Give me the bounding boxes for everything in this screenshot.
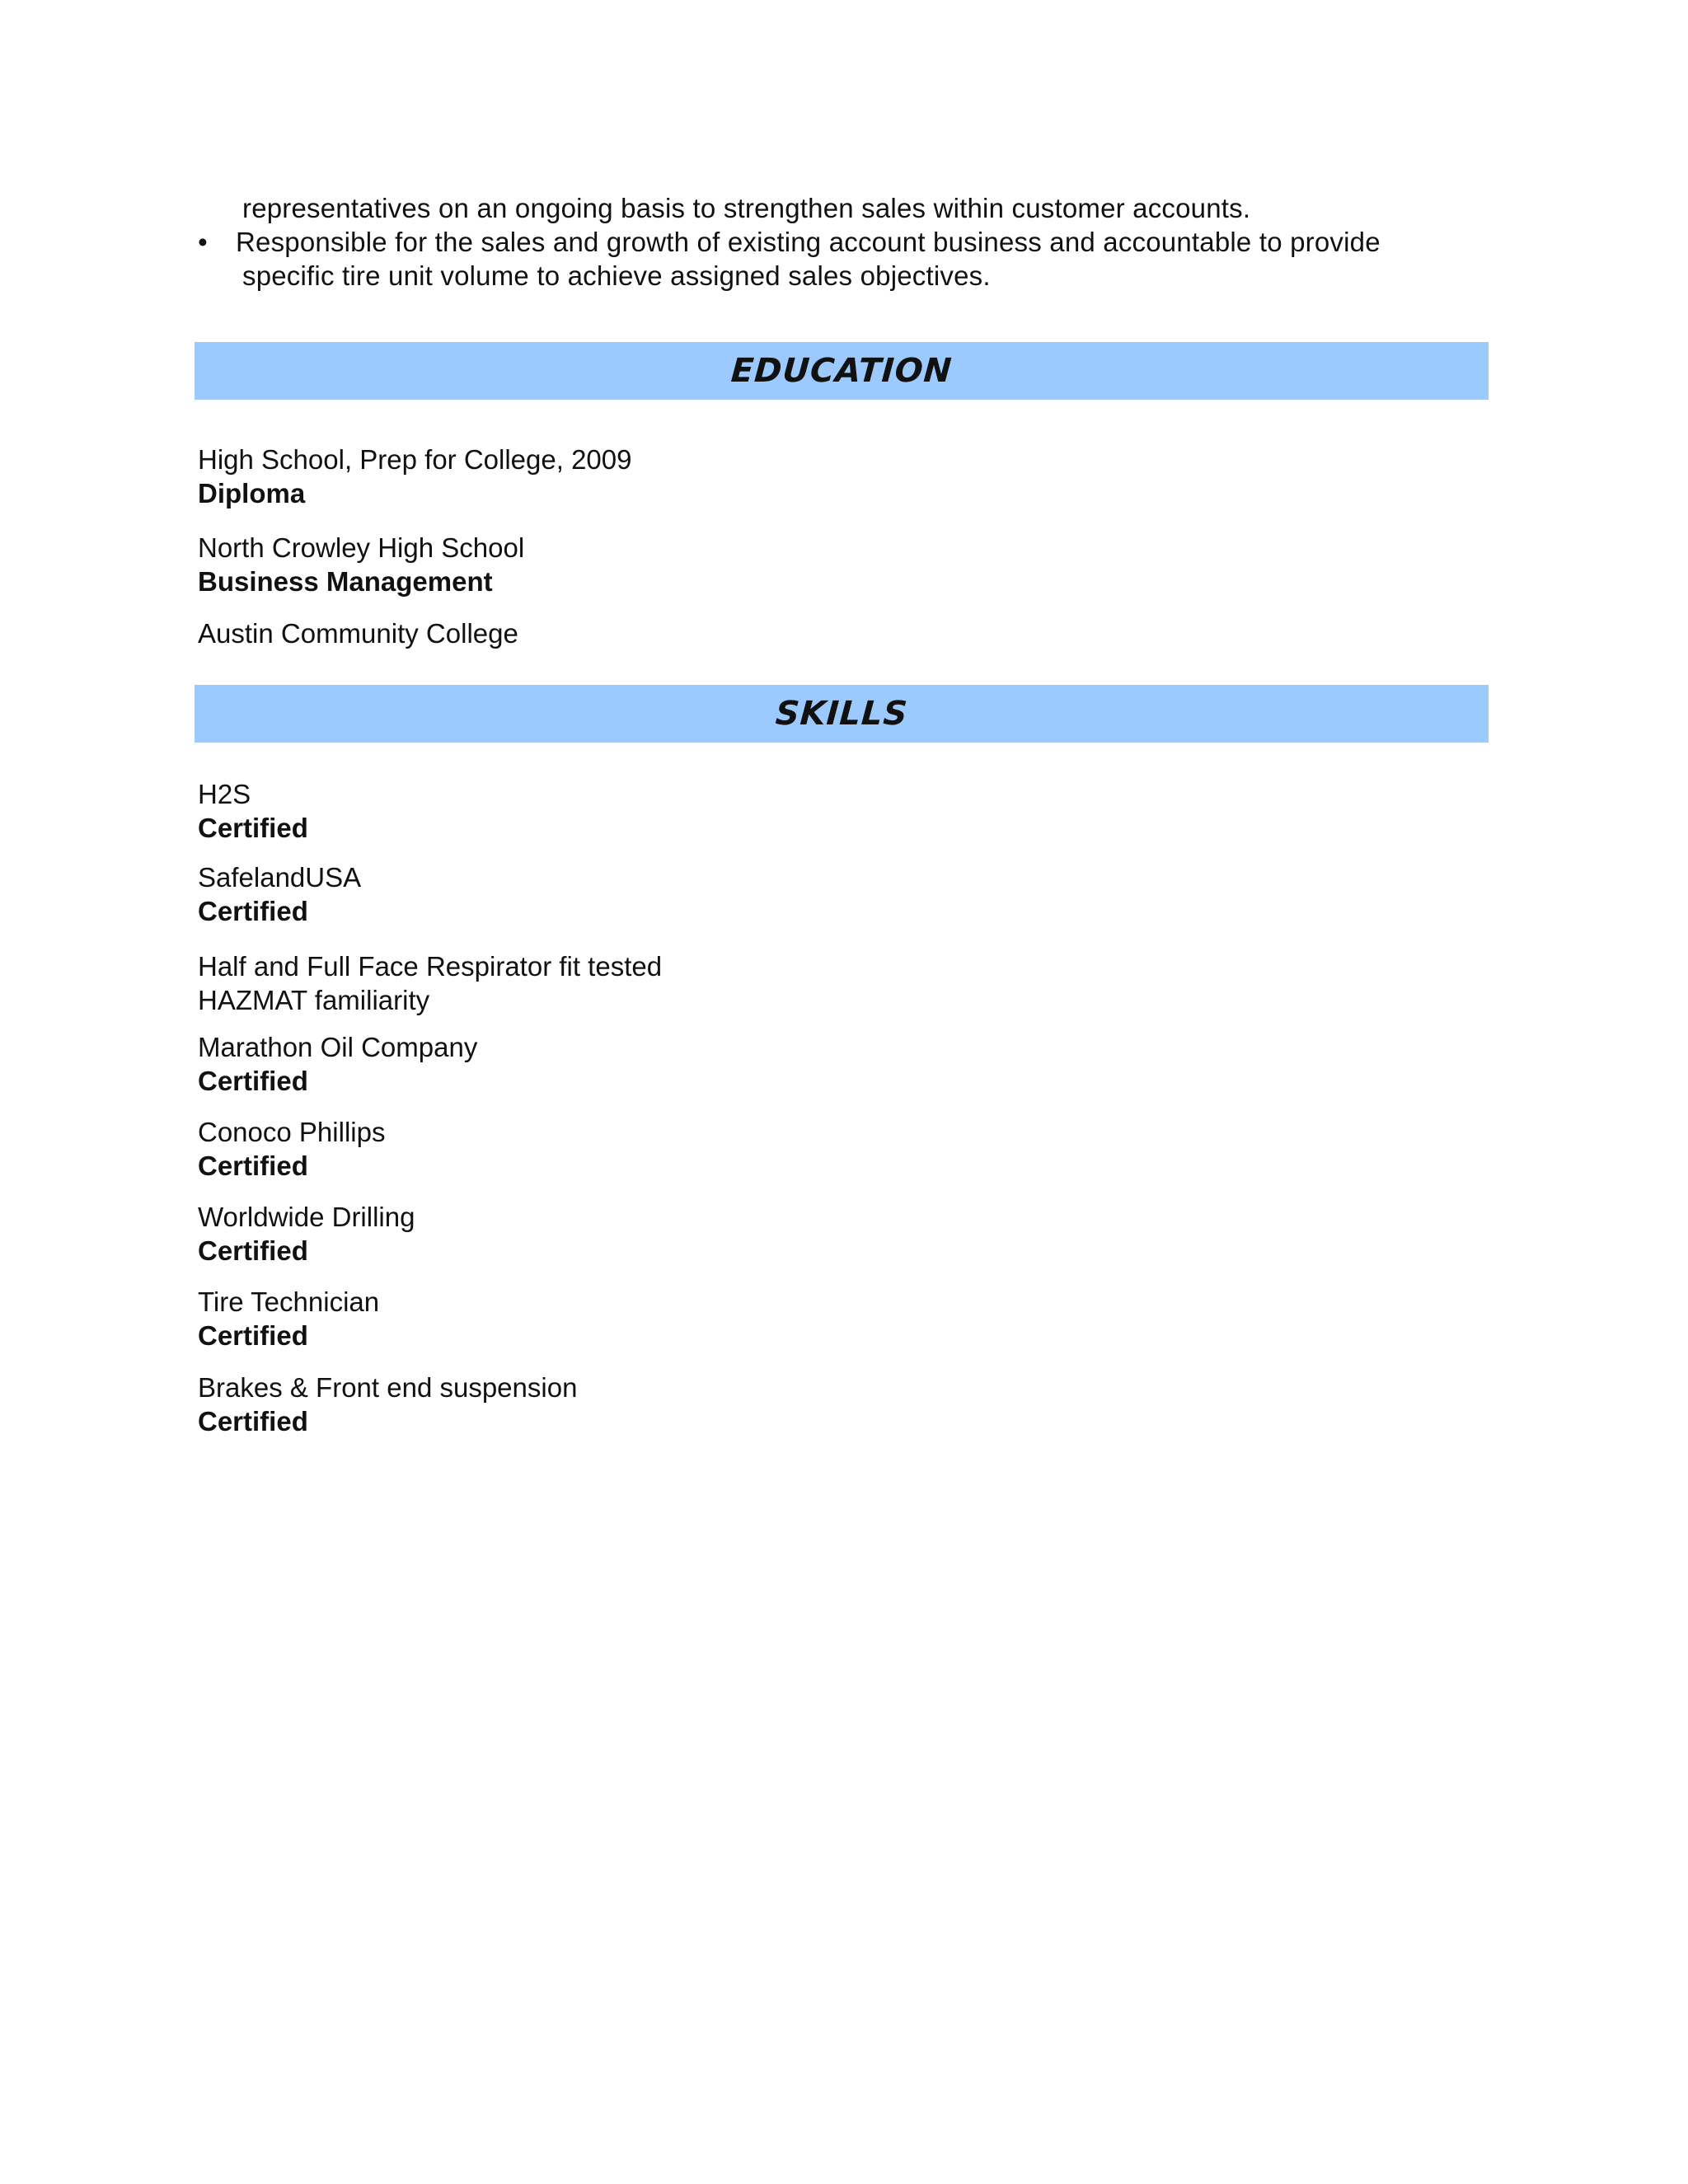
skill-status: Certified [198,896,308,926]
skills-section-title: SKILLS [774,695,909,733]
education-entry-line1: North Crowley High School [198,532,525,563]
education-entry [195,531,1489,598]
skills-section-header [195,685,1489,743]
skill-entry [195,1200,1489,1268]
skill-name: Conoco Phillips [198,1117,386,1147]
education-entry-line1: High School, Prep for College, 2009 [198,444,632,475]
skill-entry [195,777,1489,845]
skill-name: Worldwide Drilling [198,1202,415,1232]
bullet-text: representatives on an ongoing basis to strengthen sales within customer accounts. [242,193,1251,223]
bullet-text: Responsible for the sales and growth of existing account business and accountable to provide [236,227,1381,257]
skill-name: Half and Full Face Respirator fit tested [198,951,663,982]
resume-content [195,191,1489,1438]
bullet-text: specific tire unit volume to achieve assigned sales objectives. [242,260,991,291]
skill-status: Certified [198,1406,308,1436]
skill-name: Marathon Oil Company [198,1032,478,1062]
skill-status: Certified [198,1066,308,1096]
skill-entry [195,860,1489,928]
skill-entry [195,1115,1489,1183]
skill-entry [195,1371,1489,1438]
skill-name: Brakes & Front end suspension [198,1372,578,1403]
education-section-header [195,342,1489,400]
bullet-dot-icon: • [198,227,208,257]
skill-status: Certified [198,1235,308,1266]
experience-bullets [195,191,1489,293]
bullet-line [195,225,1489,259]
skill-status: Certified [198,1320,308,1351]
skill-entry [195,1030,1489,1098]
bullet-continuation-line [195,191,1489,225]
education-entry [195,616,1489,650]
skill-status: Certified [198,813,308,843]
education-entry-line1: Austin Community College [198,618,518,649]
education-entry-line2: Business Management [198,566,493,597]
skill-name: Tire Technician [198,1286,380,1317]
education-entry [195,443,1489,510]
bullet-continuation-line [195,259,1489,293]
skill-detail: HAZMAT familiarity [198,985,430,1015]
education-entry-line2: Diploma [198,478,306,509]
skill-name: H2S [198,779,251,809]
skill-entry [195,1285,1489,1352]
skill-status: Certified [198,1151,308,1181]
skill-name: SafelandUSA [198,862,362,893]
skill-entry [195,949,1489,1017]
education-section-title: EDUCATION [729,352,954,390]
